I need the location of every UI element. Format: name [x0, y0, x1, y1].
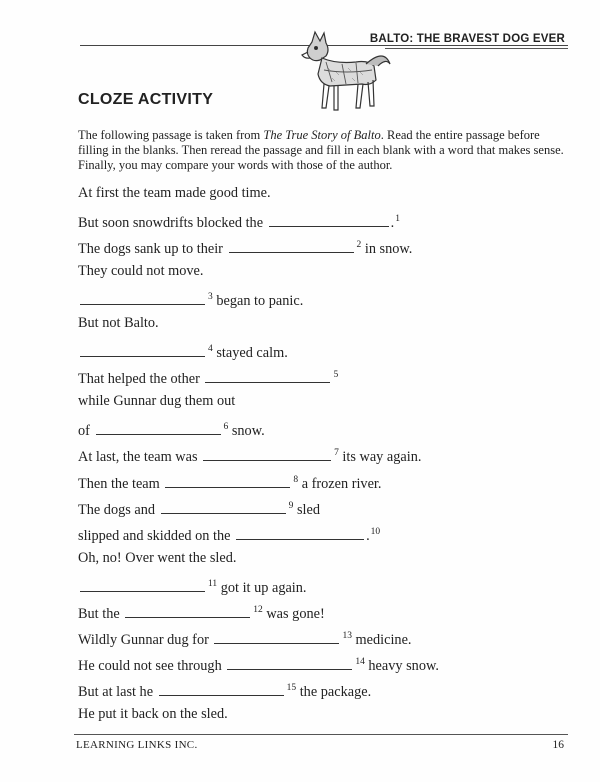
passage-line: [78, 701, 578, 727]
line-text-end: .: [390, 215, 395, 232]
line-text-end: the package.: [299, 683, 372, 700]
line-text: But soon snowdrifts blocked the: [78, 215, 264, 232]
passage-line: [78, 675, 578, 701]
passage-line: [78, 597, 578, 623]
blank-4[interactable]: [80, 356, 205, 357]
line-text: Then the team: [78, 475, 160, 492]
line-text: Wildly Gunnar dug for: [78, 631, 209, 648]
passage-line: [78, 336, 578, 362]
blank-number: 9: [288, 500, 294, 511]
passage-line: [78, 206, 578, 232]
blank-number: 11: [208, 578, 218, 589]
instructions: [78, 128, 566, 173]
passage-line: [78, 649, 578, 675]
blank-1[interactable]: [269, 226, 389, 227]
line-text-end: stayed calm.: [216, 345, 288, 362]
blank-number: 2: [356, 240, 362, 251]
passage-line: [78, 440, 578, 466]
blank-number: 14: [355, 656, 365, 667]
header-title: BALTO: THE BRAVEST DOG EVER: [369, 33, 565, 45]
instructions-text-2: . Read the entire passage before filling in the blanks. Then reread the passage and fill in each blank with a word that makes sense. Finally, you may compare your words with those of the author.: [78, 128, 564, 172]
line-text: of: [78, 423, 90, 440]
line-text: But the: [78, 605, 120, 622]
passage-line: [78, 545, 578, 571]
blank-14[interactable]: [227, 669, 352, 670]
blank-10[interactable]: [236, 539, 364, 540]
passage-line: [78, 232, 578, 258]
line-text: He put it back on the sled.: [78, 705, 228, 722]
line-text-end: began to panic.: [216, 293, 304, 310]
instructions-text-1: The following passage is taken from: [78, 128, 264, 142]
book-title: The True Story of Balto: [263, 128, 381, 142]
line-text: They could not move.: [78, 263, 204, 280]
line-text-end: .: [366, 527, 370, 544]
blank-8[interactable]: [165, 487, 290, 488]
line-text: while Gunnar dug them out: [78, 393, 236, 410]
publisher-name: LEARNING LINKS INC.: [76, 739, 198, 751]
passage-line: [78, 258, 578, 284]
cloze-passage: [78, 180, 578, 727]
blank-11[interactable]: [80, 591, 205, 592]
passage-line: [78, 388, 578, 414]
blank-7[interactable]: [203, 460, 331, 461]
line-text-end: snow.: [231, 423, 265, 440]
blank-number: 5: [333, 370, 339, 381]
blank-number: 8: [293, 474, 299, 485]
section-title: CLOZE ACTIVITY: [78, 91, 214, 108]
line-text-end: got it up again.: [220, 579, 307, 596]
passage-line: [78, 571, 578, 597]
line-text-end: in snow.: [364, 241, 413, 258]
line-text-end: its way again.: [342, 449, 422, 466]
line-text: Oh, no! Over went the sled.: [78, 549, 237, 566]
line-text: The dogs and: [78, 501, 156, 518]
line-text-end: a frozen river.: [301, 475, 382, 492]
line-text: He could not see through: [78, 657, 222, 674]
blank-9[interactable]: [161, 513, 286, 514]
blank-number: 13: [342, 630, 352, 641]
blank-12[interactable]: [125, 617, 250, 618]
line-text: At last, the team was: [78, 449, 198, 466]
line-text-end: heavy snow.: [368, 657, 439, 674]
blank-number: 4: [208, 344, 213, 355]
line-text: That helped the other: [78, 371, 200, 388]
line-text: slipped and skidded on the: [78, 527, 231, 544]
passage-line: [78, 180, 578, 206]
passage-line: [78, 310, 578, 336]
line-text: At first the team made good time.: [78, 185, 271, 201]
passage-line: [78, 623, 578, 649]
line-text-end: sled: [296, 501, 320, 518]
passage-line: [78, 284, 578, 310]
passage-line: [78, 414, 578, 440]
blank-15[interactable]: [159, 695, 284, 696]
line-text: But not Balto.: [78, 315, 159, 332]
passage-line: [78, 519, 578, 545]
blank-6[interactable]: [96, 434, 221, 435]
blank-number: 12: [253, 604, 263, 615]
blank-number: 10: [370, 526, 381, 537]
passage-line: [78, 493, 578, 519]
line-text: The dogs sank up to their: [78, 241, 223, 258]
header-rule-secondary: [385, 48, 568, 49]
footer-rule: [74, 734, 568, 735]
line-text-end: was gone!: [266, 605, 325, 622]
blank-5[interactable]: [205, 382, 330, 383]
sled-dog-icon: [296, 28, 396, 128]
blank-3[interactable]: [80, 304, 205, 305]
blank-13[interactable]: [214, 643, 339, 644]
blank-number: 15: [286, 682, 297, 693]
blank-number: 1: [395, 214, 400, 225]
blank-number: 3: [208, 292, 213, 303]
line-text: But at last he: [78, 683, 154, 700]
passage-line: [78, 362, 578, 388]
passage-line: [78, 467, 578, 493]
line-text-end: medicine.: [355, 631, 412, 648]
blank-number: 6: [223, 422, 229, 433]
page-number: 16: [552, 739, 564, 751]
blank-2[interactable]: [229, 252, 354, 253]
blank-number: 7: [334, 448, 339, 459]
